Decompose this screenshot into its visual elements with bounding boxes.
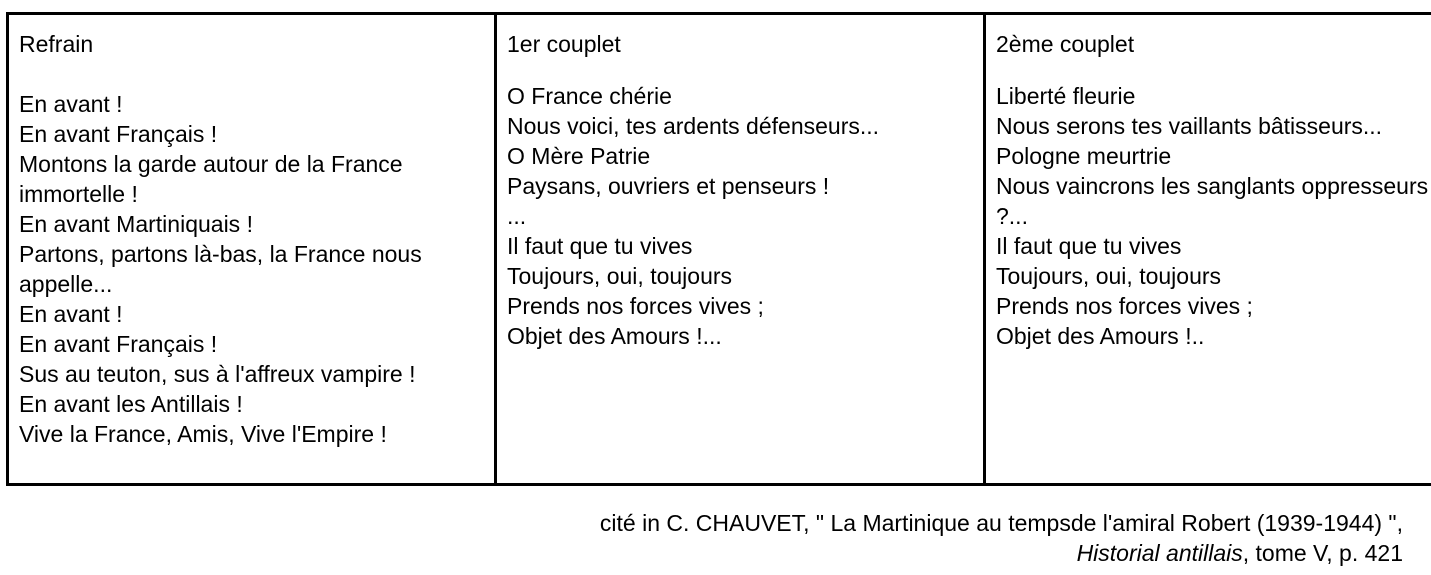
citation-source — [600, 538, 1403, 568]
couplet1-line: Il faut que tu vives — [507, 233, 693, 259]
couplet2-line: Pologne meurtrie — [996, 143, 1172, 169]
couplet1-line: Nous voici, tes ardents défenseurs... — [507, 113, 880, 139]
citation — [600, 508, 1403, 568]
couplet2-heading: 2ème couplet — [996, 31, 1135, 57]
couplet1-line: Prends nos forces vives ; — [507, 293, 764, 319]
couplet2-line: Toujours, oui, toujours — [996, 263, 1222, 289]
refrain-cell — [8, 14, 496, 485]
couplet2-line: Objet des Amours !.. — [996, 323, 1205, 349]
couplet2-line: Nous vaincrons les sanglants oppresseurs ?... — [996, 173, 1429, 229]
lyrics-table — [6, 12, 1431, 486]
refrain-line: En avant ! — [19, 91, 123, 117]
citation-source-detail: , tome V, p. 421 — [1242, 540, 1403, 566]
refrain-line: Vive la France, Amis, Vive l'Empire ! — [19, 421, 387, 447]
couplet2-line: Liberté fleurie — [996, 83, 1136, 109]
couplet1-line: ... — [507, 203, 527, 229]
refrain-line: Partons, partons là-bas, la France nous appelle... — [19, 241, 422, 297]
refrain-line: En avant les Antillais ! — [19, 391, 243, 417]
refrain-line: Sus au teuton, sus à l'affreux vampire ! — [19, 361, 416, 387]
couplet1-heading: 1er couplet — [507, 31, 621, 57]
refrain-heading: Refrain — [19, 31, 94, 57]
couplet1-line: Paysans, ouvriers et penseurs ! — [507, 173, 830, 199]
couplet1-line: O Mère Patrie — [507, 143, 651, 169]
couplet2-line: Prends nos forces vives ; — [996, 293, 1253, 319]
lyrics-row — [8, 14, 1431, 485]
refrain-line: En avant Français ! — [19, 331, 218, 357]
couplet2-line: Nous serons tes vaillants bâtisseurs... — [996, 113, 1383, 139]
refrain-line: En avant ! — [19, 301, 123, 327]
couplet2-line: Il faut que tu vives — [996, 233, 1182, 259]
couplet1-cell — [496, 14, 985, 485]
refrain-line: En avant Français ! — [19, 121, 218, 147]
refrain-line: En avant Martiniquais ! — [19, 211, 253, 237]
couplet1-line: Toujours, oui, toujours — [507, 263, 733, 289]
couplet1-line: O France chérie — [507, 83, 672, 109]
couplet2-cell — [985, 14, 1431, 485]
citation-line: cité in C. CHAUVET, " La Martinique au tempsde l'amiral Robert (1939-1944) ", — [599, 510, 1403, 536]
citation-source-title: Historial antillais — [1076, 540, 1243, 566]
refrain-line: Montons la garde autour de la France immortelle ! — [19, 151, 403, 207]
couplet1-line: Objet des Amours !... — [507, 323, 722, 349]
